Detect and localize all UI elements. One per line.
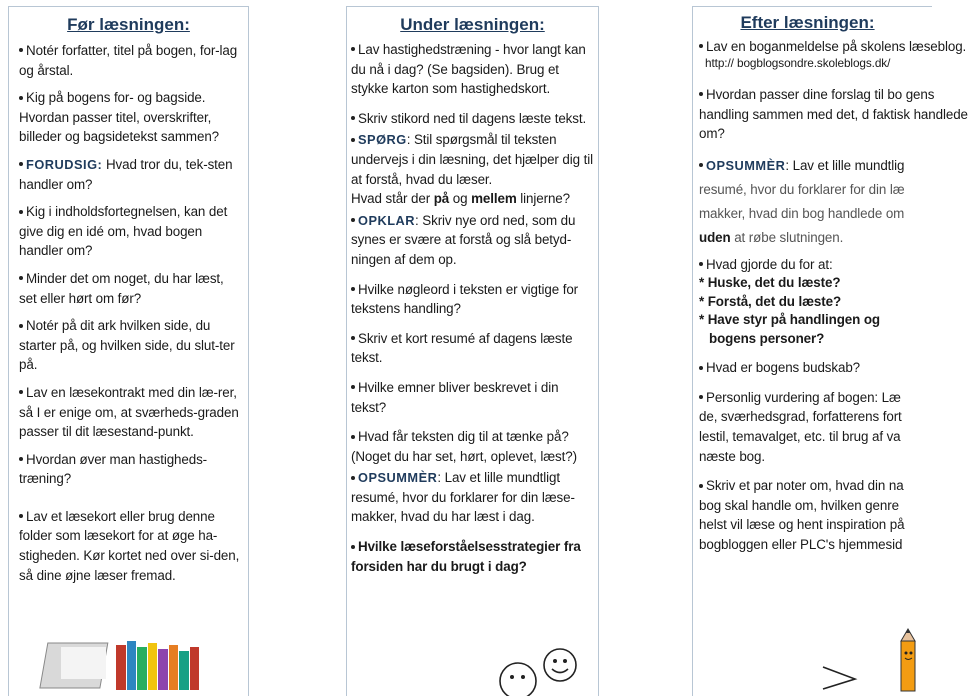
panel-after-reading <box>692 6 968 696</box>
list-item: Hvilke nøgleord i teksten er vigtige for tekstens handling? <box>351 281 579 317</box>
bullet-icon <box>351 435 355 439</box>
list-item: Skriv et kort resumé af dagens læste tekst. <box>351 330 573 366</box>
list-item: SPØRG: Stil spørgsmål til teksten undervejs i din læsning, det hjælper dig til at forstå, hvad du læser. Hvad står der på og mellem linjerne? <box>351 132 593 207</box>
pencil-mascot-icon <box>893 627 923 692</box>
list-item: Hvad får teksten dig til at tænke på? (Noget du har set, hørt, oplevet, læst?) <box>351 429 577 464</box>
list-item: Lav en læsekontrakt med din læ-rer, så I er enige om, at sværheds-graden passer til dit læsestand-punkt. <box>19 384 239 440</box>
bullet-icon <box>19 324 23 328</box>
before-list <box>19 41 244 591</box>
bullet-icon <box>351 138 355 142</box>
list-item: Hvordan passer dine forslag til bo gens handling sammen med det, d faktisk handlede om? <box>699 87 968 142</box>
bullet-icon <box>351 218 355 222</box>
list-item: OPKLAR: Skriv nye ord ned, som du synes er svære at forstå og slå betyd-ningen af dem op. <box>351 212 576 267</box>
list-item: Lav et læsekort eller brug denne folder som læsekort for at øge ha-stigheden. Kør kortet ned over si-den, så dine øjne læser fremad. <box>19 508 240 583</box>
bullet-icon <box>19 390 23 394</box>
list-item: Hvad gjorde du for at: * Huske, det du læste? * Forstå, det du læste? * Have styr på handlingen og bogens personer? <box>699 256 880 346</box>
bullet-icon <box>699 262 703 266</box>
list-item: Notér forfatter, titel på bogen, for-lag og årstal. <box>19 43 238 78</box>
list-item: Hvad er bogens budskab? <box>699 358 972 378</box>
bullet-icon <box>19 162 23 166</box>
bullet-icon <box>351 476 355 480</box>
bullet-icon <box>699 484 703 488</box>
list-item: Hvilke læseforståelsesstrategier fra forsiden har du brugt i dag? <box>351 539 581 574</box>
list-item: Kig i indholdsfortegnelsen, kan det give dig en idé om, hvad bogen handler om? <box>19 204 228 259</box>
bullet-icon <box>699 395 703 399</box>
bullet-icon <box>699 92 703 96</box>
bullet-icon <box>19 457 23 461</box>
list-item: Personlig vurdering af bogen: Læ de, sværhedsgrad, forfatterens fort lestil, temavalget, etc. til brug af va næste bog. <box>699 389 902 464</box>
list-item: Hvilke emner bliver beskrevet i din tekst? <box>351 379 559 415</box>
bullet-icon <box>351 116 355 120</box>
after-list <box>699 39 972 561</box>
bullet-icon <box>19 96 23 100</box>
bullet-icon <box>351 287 355 291</box>
list-item: Minder det om noget, du har læst, set eller hørt om før? <box>19 270 224 306</box>
panel-during-reading <box>346 6 599 696</box>
bullet-icon <box>19 210 23 214</box>
panel-title-before: Før læsningen: <box>67 15 190 34</box>
list-item: Lav hastighedstræning - hvor langt kan du nå i dag? (Se bagsiden). Brug et stykke karton som hastighedskort. <box>351 42 586 97</box>
blog-url[interactable]: http:// bogblogsondre.skoleblogs.dk/ <box>705 56 891 70</box>
list-item: Kig på bogens for- og bagside. Hvordan passer titel, overskrifter, billeder og bagsidetekst sammen? <box>19 90 220 145</box>
bullet-icon <box>351 47 355 51</box>
bullet-icon <box>351 336 355 340</box>
list-item: Lav en boganmeldelse på skolens læseblog. http:// bogblogsondre.skoleblogs.dk/ <box>699 39 972 71</box>
smiley-faces-icon <box>493 643 583 693</box>
list-item: OPSUMMÈR: Lav et lille mundtligt resumé, hvor du forklarer for din læse-makker, hvad du har læst i dag. <box>351 470 575 525</box>
list-item: OPSUMMÈR: Lav et lille mundtlig resumé, hvor du forklarer for din læ makker, hvad din bog handlede om uden at røbe slutningen. <box>699 157 905 245</box>
bullet-icon <box>19 514 23 518</box>
books-illustration-icon <box>41 625 211 695</box>
bullet-icon <box>699 366 703 370</box>
list-item: Skriv stikord ned til dagens læste tekst. <box>351 109 594 129</box>
panel-before-reading <box>8 6 249 696</box>
bullet-icon <box>351 545 355 549</box>
arrow-icon <box>821 661 861 691</box>
list-item: Skriv et par noter om, hvad din na bog skal handle om, hvilken genre helst vil læse og hent inspiration på bogbloggen eller PLC's hjemmesid <box>699 478 905 553</box>
list-item: Notér på dit ark hvilken side, du starter på, og hvilken side, du slut-ter på. <box>19 318 235 373</box>
bullet-icon <box>19 276 23 280</box>
list-item: Hvordan øver man hastigheds-træning? <box>19 451 208 487</box>
bullet-icon <box>19 48 23 52</box>
bullet-icon <box>699 163 703 167</box>
during-list <box>351 40 594 582</box>
list-item: FORUDSIG: Hvad tror du, tek-sten handler om? <box>19 156 233 192</box>
bullet-icon <box>699 44 703 48</box>
panel-title-after: Efter læsningen: <box>740 13 875 32</box>
panel-title-during: Under læsningen: <box>400 15 545 34</box>
bullet-icon <box>351 385 355 389</box>
